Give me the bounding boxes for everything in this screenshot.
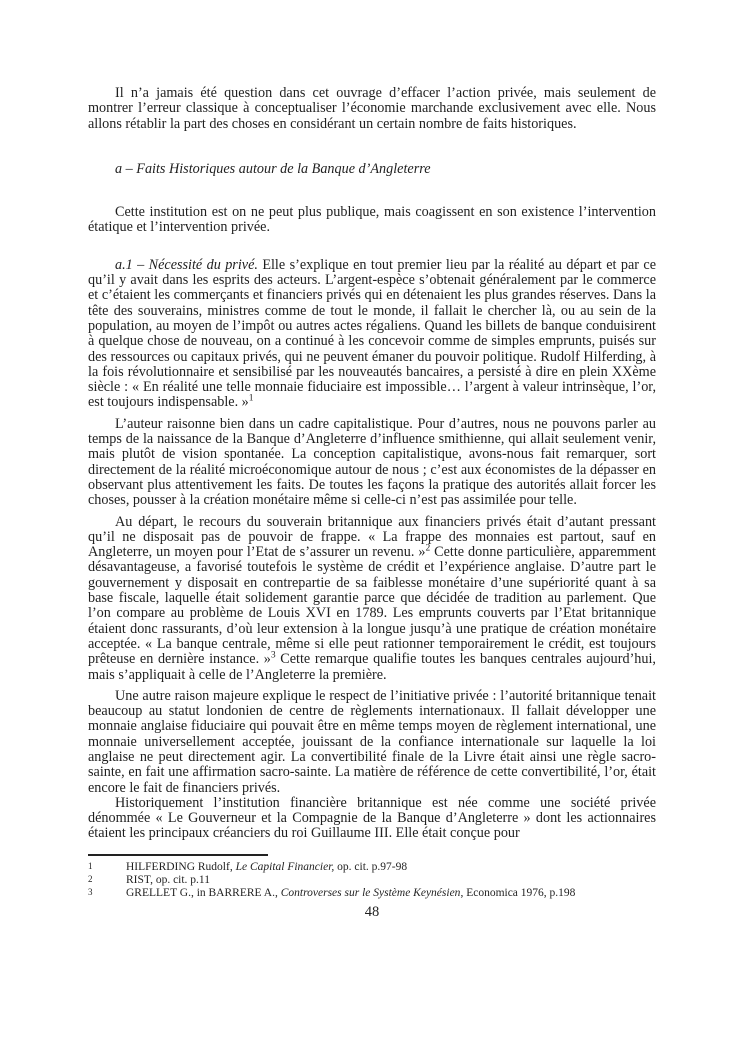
footnote-3-title: Controverses sur le Système Keynésien bbox=[280, 887, 461, 900]
footnote-1-number: 1 bbox=[88, 860, 93, 871]
footnote-1-pre: HILFERDING Rudolf, bbox=[126, 860, 236, 873]
footnote-1-text bbox=[126, 861, 407, 874]
paragraph-au-depart-part2: Cette donne particulière, apparemment désavantageuse, a favorisé toutefois le système de crédit et l’expérience anglaise. D’autre part le gouvernement y disposait en contrepartie de sa faiblesse monétaire d’une supériorité quant à sa base fiscale, laquelle était solidement garantie parce que décidée de tradition au parlement. Que l’on compare au problème de Louis XVI en 1789. Les emprunts couverts par l’Etat britannique étaient donc rassurants, d’où leur extension à la longue jusqu’à une pratique de création monétaire acceptée. « La banque centrale, même si elle peut rationner temporairement le crédit, est toujours prêteuse en dernière instance. » bbox=[88, 544, 656, 668]
paragraph-intro: Il n’a jamais été question dans cet ouvrage d’effacer l’action privée, mais seulement de montrer l’erreur classique à conceptualiser l’économie marchande exclusivement avec elle. Nous allons rétablir la part des choses en considérant un certain nombre de faits historiques. bbox=[88, 85, 656, 132]
footnote-2-number: 2 bbox=[88, 873, 93, 884]
footnote-ref-1: 1 bbox=[248, 393, 254, 404]
footnote-1-post: op. cit. p.97-98 bbox=[334, 860, 408, 873]
footnote-3 bbox=[88, 887, 656, 900]
footnote-3-pre: GRELLET G., in BARRERE A., bbox=[126, 887, 281, 900]
footnote-3-number: 3 bbox=[88, 887, 93, 898]
paragraph-autre-raison: Une autre raison majeure explique le respect de l’initiative privée : l’autorité britannique tenait beaucoup au statut londonien de centre de règlements internationaux. Il fallait développer une monnaie anglaise fiduciaire qui pouvait être en même temps moyen de règlement international, une monnaie universellement acceptée, jouissant de la confiance internationale sur laquelle la loi anglaise ne peut directement agir. La convertibilité finale de la Livre était ainsi une règle sacro-sainte, en fait une affirmation sacro-sainte. La matière de référence de cette convertibilité, l’or, était encore le fait de financiers privés. bbox=[88, 687, 656, 796]
paragraph-au-depart bbox=[88, 515, 656, 683]
footnote-2-pre: RIST, op. cit. p.11 bbox=[126, 873, 211, 886]
section-heading-a: a – Faits Historiques autour de la Banque d’Angleterre bbox=[115, 160, 431, 177]
footnote-ref-3: 3 bbox=[270, 650, 276, 661]
footnote-separator bbox=[88, 854, 268, 856]
footnote-2 bbox=[88, 874, 656, 887]
paragraph-au-depart-part3: Cette remarque qualifie toutes les banques centrales aujourd’hui, mais s’appliquait à celle de l’Angleterre la première. bbox=[88, 651, 656, 683]
footnote-ref-2: 2 bbox=[425, 543, 431, 554]
footnote-3-post: , Economica 1976, p.198 bbox=[460, 887, 576, 900]
footnote-1-title: Le Capital Financier, bbox=[235, 860, 335, 873]
footnote-3-text bbox=[126, 887, 575, 900]
footnote-2-text bbox=[126, 874, 210, 887]
paragraph-au-depart-part1: Au départ, le recours du souverain britannique aux financiers privés était d’autant pressant qu’il ne disposait pas de pouvoir de frappe. « La frappe des monnaies est partout, sauf en Angleterre, un moyen pour l’Etat de s’assurer un revenu. » bbox=[88, 513, 656, 561]
paragraph-historiquement: Historiquement l’institution financière britannique est née comme une société privée dénommée « Le Gouverneur et la Compagnie de la Banque d’Angleterre » dont les actionnaires étaient les principaux créanciers du roi Guillaume III. Elle était conçue pour bbox=[88, 794, 656, 842]
paragraph-institution: Cette institution est on ne peut plus publique, mais coagissent en son existence l’intervention étatique et l’intervention privée. bbox=[88, 204, 656, 236]
paragraph-a1-body: Elle s’explique en tout premier lieu par la réalité au départ et par ce qu’il y avait dans les esprits des acteurs. L’argent-espèce s’obtenait généralement par le commerce et c’étaient les commerçants et financiers privés qui en détenaient les plus grandes réserves. Dans la tête des souverains, ministres comme de tout le monde, il fallait le chercher là, ou au sein de la population, au moyen de l’impôt ou autres actes régaliens. Quand les billets de banque conduisirent à quelque chose de nouveau, on a continué à les concevoir comme de simples emprunts, puisés sur des ressources ou capitaux privés, qui ne peuvent émaner du pouvoir politique. Rudolf Hilferding, à la fois révolutionnaire et sensibilisé par les nouveautés bancaires, a persisté à dire en plein XXème siècle : « En réalité une telle monnaie fiduciaire est impossible… l’argent à valeur intrinsèque, l’or, est toujours indispensable. » bbox=[88, 256, 656, 411]
footnote-1 bbox=[88, 861, 656, 874]
page-number: 48 bbox=[364, 904, 380, 921]
paragraph-auteur: L’auteur raisonne bien dans un cadre capitalistique. Pour d’autres, nous ne pouvons parler au temps de la naissance de la Banque d’Angleterre d’influence smithienne, qui allait seulement venir, mais plutôt de vision spontanée. La conception capitalistique, avons-nous fait remarquer, sort directement de la réalité microéconomique autour de nous ; c’est aux économistes de la dépasser en observant plus attentivement les faits. De toutes les façons la pratique des autorités allait forcer les choses, pousser à la création monétaire même si celle-ci n’est pas assimilée pour telle. bbox=[88, 415, 656, 509]
footnotes-section bbox=[88, 854, 656, 901]
subsection-lead-a1: a.1 – Nécessité du privé. bbox=[115, 256, 258, 273]
paragraph-a1-necessite bbox=[88, 258, 656, 411]
